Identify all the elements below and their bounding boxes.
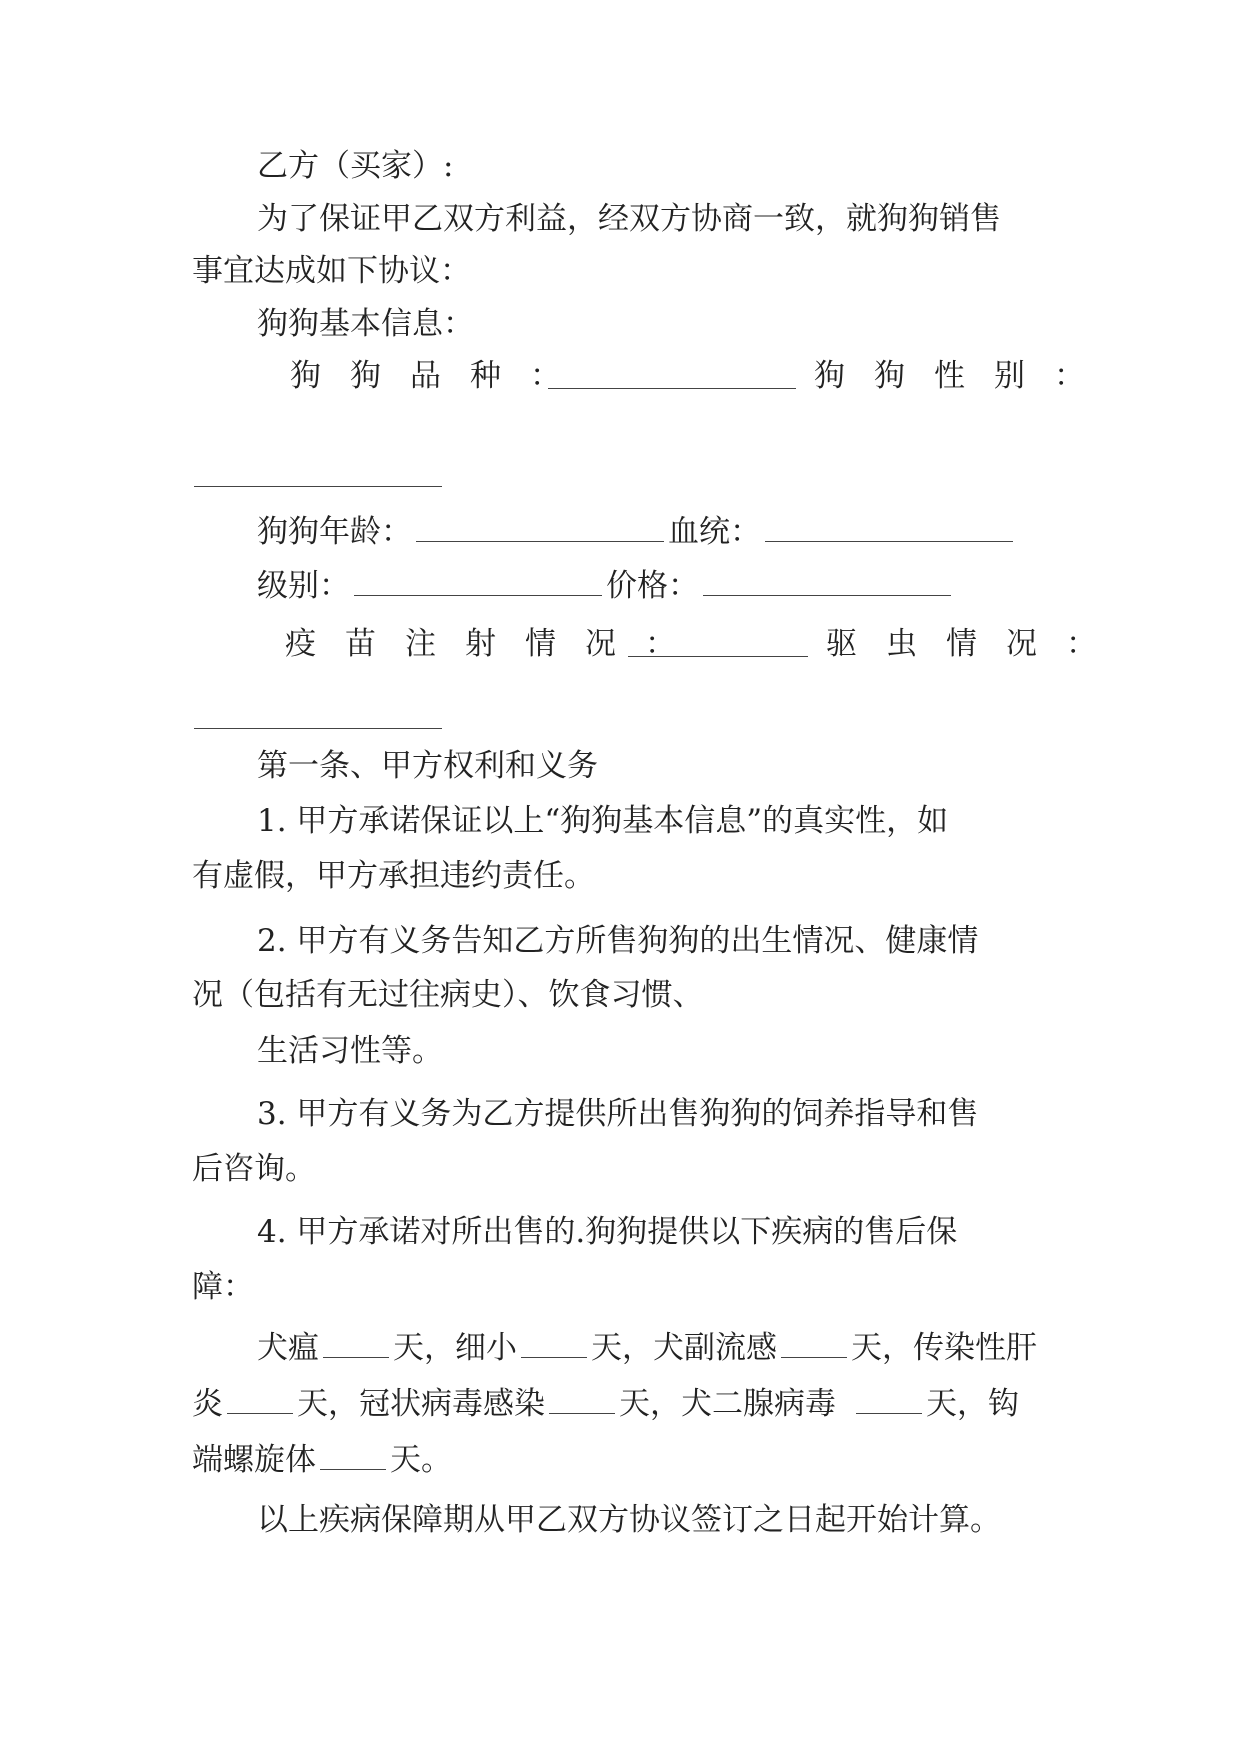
price-blank <box>703 569 951 596</box>
disease-parvo: 天，细小 <box>393 1330 517 1366</box>
distemper-days-blank <box>323 1331 389 1358</box>
item-4-line-1: 4. 甲方承诺对所出售的.狗狗提供以下疾病的售后保 <box>257 1214 958 1250</box>
disease-lepto-start: 天，钩 <box>926 1386 1019 1422</box>
disease-distemper: 犬瘟 <box>257 1330 319 1366</box>
article-1-title: 第一条、甲方权利和义务 <box>257 748 598 784</box>
disease-hepatitis-end: 炎 <box>192 1386 223 1422</box>
parainfluenza-days-blank <box>781 1331 847 1358</box>
vaccine-label-text: 疫苗注射情况： <box>285 626 705 662</box>
lineage-label: 血统： <box>668 514 761 550</box>
disease-lepto-end: 天。 <box>390 1442 452 1478</box>
breed-label-text: 狗狗品种： <box>290 358 590 394</box>
breed-blank <box>548 362 796 389</box>
sex-blank <box>194 460 442 487</box>
vaccine-blank <box>628 630 808 657</box>
disease-line-3 <box>192 1440 452 1480</box>
grade-label: 级别： <box>257 568 350 604</box>
guarantee-period: 以上疾病保障期从甲乙双方协议签订之日起开始计算。 <box>257 1502 1001 1538</box>
item-3-line-2: 后咨询。 <box>192 1151 316 1187</box>
disease-line-1 <box>257 1328 1037 1368</box>
parvo-days-blank <box>521 1331 587 1358</box>
age-lineage-line <box>257 512 1017 552</box>
item-4-line-2: 障： <box>192 1269 254 1305</box>
adenovirus-days-blank <box>856 1387 922 1414</box>
lepto-days-blank <box>320 1443 386 1470</box>
item-1-line-1: 1. 甲方承诺保证以上“狗狗基本信息”的真实性，如 <box>257 803 949 839</box>
price-label: 价格： <box>606 568 699 604</box>
sex-label-text: 狗狗性别： <box>814 358 1114 394</box>
disease-hepatitis-start: 天，传染性肝 <box>851 1330 1037 1366</box>
lineage-blank <box>765 515 1013 542</box>
deworm-label <box>826 624 1126 664</box>
item-1-line-2: 有虚假，甲方承担违约责任。 <box>192 858 595 894</box>
item-3-line-1: 3. 甲方有义务为乙方提供所出售狗狗的饲养指导和售 <box>257 1096 979 1132</box>
age-label: 狗狗年龄： <box>257 514 412 550</box>
disease-line-2 <box>192 1384 1019 1424</box>
disease-lepto: 端螺旋体 <box>192 1442 316 1478</box>
age-blank <box>416 515 664 542</box>
breed-label <box>290 356 590 396</box>
grade-price-line <box>257 566 955 606</box>
preamble-line-2: 事宜达成如下协议： <box>192 253 471 289</box>
party-b-line: 乙方（买家）: <box>257 148 454 184</box>
preamble-line-1: 为了保证甲乙双方利益，经双方协商一致，就狗狗销售 <box>257 201 1001 237</box>
deworm-label-text: 驱虫情况： <box>826 626 1126 662</box>
item-2-line-2: 况（包括有无过往病史）、饮食习惯、 <box>192 977 704 1013</box>
sex-label <box>814 356 1114 396</box>
deworm-blank <box>194 702 442 729</box>
info-heading: 狗狗基本信息： <box>257 306 474 342</box>
disease-parainfluenza: 天，犬副流感 <box>591 1330 777 1366</box>
item-2-line-1: 2. 甲方有义务告知乙方所售狗狗的出生情况、健康情 <box>257 923 979 959</box>
coronavirus-days-blank <box>549 1387 615 1414</box>
hepatitis-days-blank <box>227 1387 293 1414</box>
grade-blank <box>354 569 602 596</box>
item-2-line-3: 生活习性等。 <box>257 1033 443 1069</box>
disease-coronavirus: 天，冠状病毒感染 <box>297 1386 545 1422</box>
disease-adenovirus: 天，犬二腺病毒 <box>619 1386 836 1422</box>
